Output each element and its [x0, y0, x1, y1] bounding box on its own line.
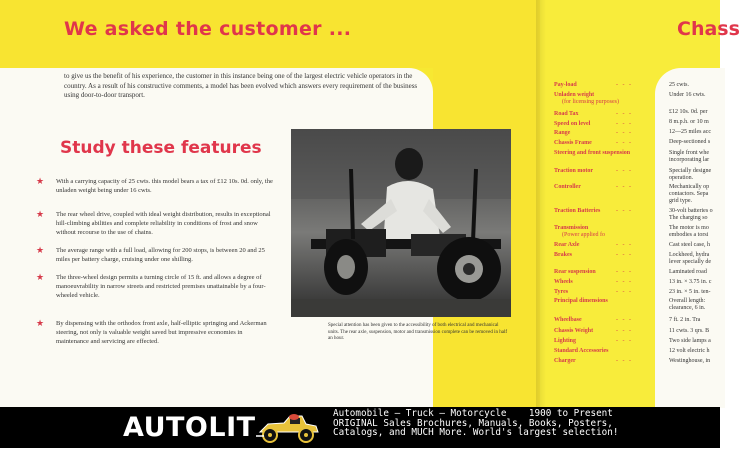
spec-value: Lockheed, hydra [669, 252, 710, 258]
spec-value: clearance, 6 in. [669, 305, 706, 311]
spec-value: Deep-sectioned s [669, 139, 711, 145]
feature-text: The three-wheel design permits a turning circle of 15 ft. and allows a degree of manoeuvrability in narrow streets and restricted premises unattainable by a four-wheeled vehicle. [56, 274, 266, 300]
chassis-photo [291, 129, 511, 317]
spec-value: 30-volt batteries o [669, 208, 713, 214]
spec-label: Rear suspension [554, 269, 596, 275]
spec-value: Under 16 cwts. [669, 92, 706, 98]
spec-value: 8 m.p.h. or 10 m [669, 119, 709, 125]
leader-dots: - - - [616, 168, 631, 174]
spec-value: 7 ft. 2 in. Tra [669, 317, 701, 323]
feature-item [36, 176, 276, 195]
leader-dots: - - - [616, 358, 631, 364]
spec-label: Rear Axle [554, 242, 580, 248]
leader-dots: - - - [616, 184, 631, 190]
footer-line: ORIGINAL Sales Brochures, Manuals, Books, Posters, [333, 417, 613, 429]
feature-text: With a carrying capacity of 25 cwts. this model bears a tax of £12 10s. 0d. only, the unladen weight being under 16 cwts. [56, 178, 273, 195]
spec-value: Specially designe [669, 168, 712, 174]
leader-dots: - - - [616, 130, 631, 136]
spec-value: operation. [669, 175, 694, 181]
spec-value: The charging so [669, 215, 708, 221]
spec-value: grid type. [669, 198, 692, 204]
feature-item [36, 318, 276, 347]
intro-paragraph: to give us the benefit of his experience, the customer in this instance being one of the largest electric vehicle operators in the country. As a result of his constructive comments, a model has been evolved which answers every requirement of the business using door-to-door transport. [64, 72, 418, 100]
spec-label: Traction Batteries [554, 208, 601, 214]
leader-dots: - - - [616, 317, 631, 323]
spec-label: Chassis Weight [554, 328, 594, 334]
spec-label: Range [554, 130, 571, 136]
star-bullet-icon: ★ [36, 209, 45, 219]
spec-value: 12 volt electric h [669, 348, 710, 354]
leader-dots: - - - [616, 338, 631, 344]
page-title: We asked the customer ... [64, 18, 352, 40]
footer-line: Automobile – Truck – Motorcycle 1900 to Present [333, 408, 613, 419]
spec-value: lever specially de [669, 259, 711, 265]
star-bullet-icon: ★ [36, 245, 45, 255]
footer-brand: AUTOLIT [123, 412, 256, 443]
spec-value: Overall length: [669, 298, 706, 304]
spec-value: The motor is mo [669, 225, 709, 231]
leader-dots: - - - [616, 289, 631, 295]
spec-label: Transmission [554, 225, 589, 231]
leader-dots: - - - [616, 208, 631, 214]
spec-label: Tyres [554, 289, 569, 295]
spec-value: 12—25 miles acc [669, 129, 711, 135]
leader-dots: - - - [616, 242, 631, 248]
spec-label: (for licensing purposes) [562, 99, 619, 105]
spec-label: (Power applied fo [562, 232, 605, 238]
spec-value: contactors. Sepa [669, 191, 709, 197]
spec-value: embodies a torsi [669, 232, 709, 238]
spec-label: Speed on level [554, 121, 591, 127]
spec-label: Wheelbase [554, 317, 582, 323]
photo-caption: Special attention has been given to the accessibility of both electrical and mechanical units. The rear axle, suspension, motor and transmission complete can be removed in half an hour. [328, 323, 508, 342]
spec-value: Laminated road [669, 269, 707, 275]
feature-text: The average range with a full load, allowing for 200 stops, is between 20 and 25 miles per battery charge, cruising under one shilling. [56, 247, 265, 264]
spec-label: Road Tax [554, 111, 579, 117]
vintage-car-icon [254, 412, 324, 444]
leader-dots: - - - [616, 328, 631, 334]
leader-dots: - - - [616, 82, 631, 88]
spec-label: Lighting [554, 338, 577, 344]
leader-dots: - - - [616, 269, 631, 275]
footer-line: Catalogs, and MUCH More. World's largest selection! [333, 427, 619, 439]
feature-item [36, 209, 276, 238]
leader-dots: - - - [616, 252, 631, 258]
feature-item [36, 272, 276, 301]
spec-label: Traction motor [554, 168, 594, 174]
star-bullet-icon: ★ [36, 176, 45, 186]
footer-tagline [333, 409, 618, 438]
leader-dots: - - - [616, 111, 631, 117]
spec-label: Brakes [554, 252, 572, 258]
feature-item [36, 245, 276, 264]
spec-value: Westinghouse, in [669, 358, 711, 364]
spec-label: Charger [554, 358, 576, 364]
section-title: Study these features [60, 138, 262, 158]
right-page-title: Chass [677, 18, 740, 40]
leader-dots: - - - [616, 279, 631, 285]
page-fold [536, 0, 546, 407]
chassis-photo-graphic [291, 129, 511, 317]
spec-value: Single front whe [669, 150, 709, 156]
spec-value: Mechanically op [669, 184, 710, 190]
feature-text: By dispensing with the orthodox front axle, half-elliptic springing and Ackerman steering, not only is valuable weight saved but impressive economies in maintenance and servicing are effected. [56, 320, 267, 346]
spec-value: 13 in. × 3.75 in. c [669, 279, 712, 285]
spec-value: incorporating lar [669, 157, 710, 163]
spec-label: Principal dimensions [554, 298, 608, 304]
spec-label: Steering and front suspension [554, 150, 631, 156]
spec-label: Unladen weight [554, 92, 595, 98]
spec-value: Cast steel case, h [669, 242, 710, 248]
spec-label: Wheels [554, 279, 573, 285]
spec-label: Chassis Frame [554, 140, 592, 146]
spec-value: Two side lamps a [669, 338, 711, 344]
spec-value: 25 cwts. [669, 82, 689, 88]
star-bullet-icon: ★ [36, 318, 45, 328]
spec-label: Pay-load [554, 82, 577, 88]
spec-value: 11 cwts. 3 qrs. B [669, 328, 710, 334]
spec-label: Standard Accessories [554, 348, 609, 354]
spec-value: 23 in. × 5 in. ten- [669, 289, 711, 295]
spec-label: Controller [554, 184, 581, 190]
leader-dots: - - - [616, 140, 631, 146]
feature-text: The rear wheel drive, coupled with ideal weight distribution, results in exceptional hill-climbing abilities and complete reliability in conditions of frost and snow without recourse to the use of chains. [56, 211, 271, 237]
leader-dots: - - - [616, 121, 631, 127]
star-bullet-icon: ★ [36, 272, 45, 282]
spec-value: £12 10s. 0d. per [669, 109, 708, 115]
